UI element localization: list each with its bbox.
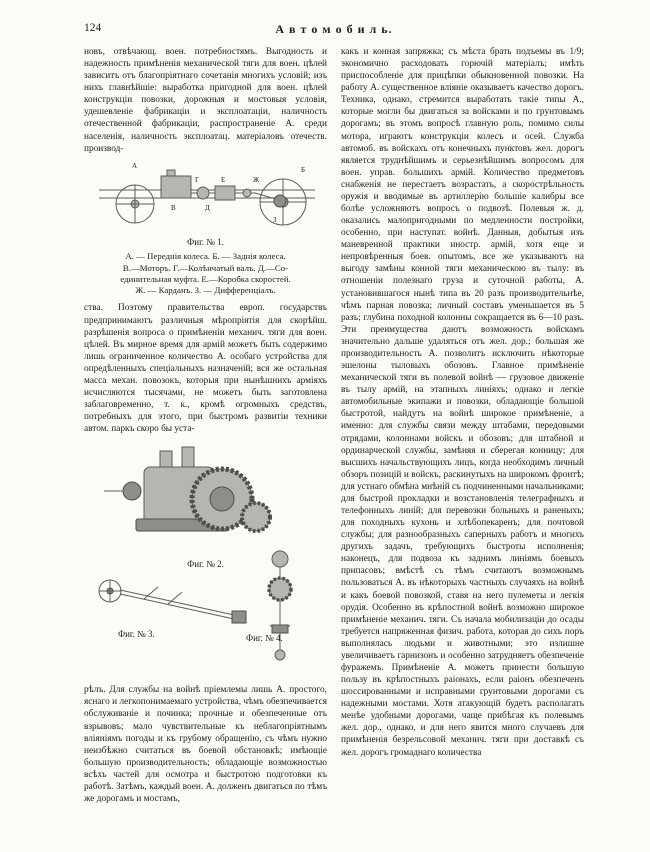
svg-text:В: В — [170, 203, 176, 212]
svg-text:Г: Г — [194, 175, 199, 184]
caption-line: единительная муфта. Е.—Коробка скоростей. — [120, 273, 291, 284]
caption-line: Ж. — Карданъ. З. — Дифференціалъ. — [135, 285, 276, 296]
figure-3-label: Фиг. № 3. — [118, 629, 155, 640]
figures-2-3-4 — [84, 439, 327, 681]
caption-line: В.—Моторъ. Г.—Колѣнчатый валъ. Д.—Со- — [122, 262, 289, 273]
figure-1-label: Фиг. № 1. — [187, 236, 224, 247]
svg-text:Ж: Ж — [252, 175, 259, 184]
svg-text:Д: Д — [204, 203, 210, 212]
left-column — [84, 46, 327, 805]
right-column — [341, 46, 584, 805]
page-header — [84, 22, 584, 40]
svg-text:А: А — [131, 161, 137, 170]
svg-text:Б: Б — [300, 165, 305, 174]
figure-4-label: Фиг. № 4. — [246, 633, 283, 644]
paragraph: ства. Поэтому правительства европ. государствъ предпринимаютъ различныя мѣропріятія для скорѣйш. разрѣшенія вопроса о примѣненіи механич. тяги для воен. цѣлей. Въ мирное время для армій можетъ быть содержимо лишь ограниченное количество А. особаго устройства для опредѣленныхъ спеціальныхъ назначеній; вся же остальная масса механ. повозокъ, которыя при нынѣшнихъ арміяхъ исчисляются тысячами, не можетъ быть заготовлена заблаговременно, т. к., кромѣ огромныхъ средствъ, потребныхъ для этого, при быстромъ развитіи техники автом. паркъ скоро бы уста- — [84, 303, 327, 435]
figure-2-label: Фиг. № 2. — [187, 559, 224, 570]
running-title: А в т о м о б и л ь. — [275, 22, 393, 36]
svg-text:З: З — [272, 215, 277, 224]
svg-text:Е: Е — [220, 175, 225, 184]
figure-1-caption — [88, 251, 323, 296]
page-number: 124 — [84, 22, 102, 34]
paragraph: рѣлъ. Для службы на войнѣ пріемлемы лишь А. простого, яснаго и легкопонимаемаго устройства, чѣмъ обезпечивается обслуживаніе и починка; прочные и обезпеченные отъ взрывовъ; мало чувствительные къ неблагопріятнымъ вліяніямъ погоды и къ грубому обращенію, съ чѣмъ нужно неизбѣжно считаться въ боевой обстановкѣ; имѣющіе большую производительность; обладающіе возможностью всѣхъ частей для осмотра и быстротою подготовки къ работѣ. Затѣмъ, каждый воен. А. долженъ двигаться по тѣмъ же дорогамъ и мостамъ, — [84, 685, 327, 805]
figure-1 — [84, 160, 327, 249]
two-column-layout — [84, 46, 584, 805]
paragraph: новъ, отвѣчающ. воен. потребностямъ. Выгодность и надежность примѣненія механической тяги для воен. цѣлей зависитъ отъ благопріятнаго сочетанія многихъ условій; изъ нихъ главнѣйшіе: выработка пригодной для воен. цѣлей конструкціи повозки, дорожныя и мостовыя условія, удешевленіе фабрикаціи и эксплоатаціи, наличность отечественной фабрикаціи, распространеніе А. среди населенія, наличность эксплоатац. матеріаловъ отечеств. производ- — [84, 47, 327, 154]
caption-line: А. — Переднія колеса. Б. — Заднія колеса. — [125, 251, 286, 262]
paragraph: какъ и конная запряжка; съ мѣста брать подъемы въ 1/9; экономично расходовать горючій матеріалъ; имѣть приспособленіе для прицѣпки обыкновенной повозки. На работу А. существенное вліяніе оказываетъ качество дорогъ. Техника, однако, стремится выработать такіе типы А., которые могли бы двигаться за войсками и по грунтовымъ дорогамъ; въ этомъ вопросѣ главную роль, помимо силы мотора, играютъ конструкціи колесъ и осей. Служба автомоб. въ войскахъ отъ конечныхъ пунктовъ жел. дорогъ является труднѣйшимъ и серьезнѣйшимъ вопросомъ для воен. управ. большихъ армій. Количество предметовъ снабженія не перестаетъ возрастать, а скорострѣльность оружія и вводимые въ артиллерію большіе калибры все болѣе усложняютъ вопросъ о подвозѣ. Полевыя ж. д. оказались малопригодными по медленности постройки, особенно, при наступат. войнѣ. Данныя, добытыя изъ маневренной практики иностр. армій, хотя еще и непровѣренныя боев. опытомъ, все же указываютъ на выгоду замѣны конной тяги механическою въ тылу: въ отношеніи полезнаго груза и суточной работы, А. установившагося нынѣ типа въ 20 разъ производительнѣе, чѣмъ парная повозка; личный составъ уменьшается въ 5 разъ; глубина походной колонны сокращается въ 6—10 разъ. Эти преимущества даютъ возможность войскамъ значительно дальше удаляться отъ жел. дор.; большая же производительность А. позволитъ исключить нѣкоторые эшелоны тыловыхъ обозовъ. Главное примѣненіе механической тяги въ полевой войнѣ — грузовое движеніе въ тылу армій, на этапныхъ линіяхъ; однако и легкіе автомобильные экипажи и повозки, обладающіе большой быстротой, найдутъ на войнѣ широкое примѣненіе, а именно: для службы связи между штабами, передовыми отрядами, колоннами войскъ и обозовъ; для штабной и ординарческой службы, замѣняя и сберегая конницу; для высшихъ начальствующихъ лицъ, когда необходимъ личный обзоръ позицій и войскъ, раскинутыхъ на широкомъ фронтѣ; для устнаго обмѣна мнѣній съ подчиненными начальниками; для быстрой прокладки и возстановленія телеграфныхъ и телефонныхъ линій; для перевозки больныхъ и раненыхъ; для походныхъ кухонь и хлѣбопекаренъ; для почтовой службы; для разнообразныхъ саперныхъ работъ и многихъ другихъ задачъ, требующихъ быстроты исполненія; наконецъ, для подвоза къ заднимъ линіямъ боевыхъ припасовъ; вмѣстѣ съ тѣмъ считаютъ возможнымъ пользоваться А. въ нѣкоторыхъ частныхъ случаяхъ на войнѣ и какъ боевой повозкой, ставя на него пулеметы и легкія орудія. Особенно въ крѣпостной войнѣ возможно широкое примѣненіе механич. тяги. Съ начала мобилизаціи до осады требуется напряженная физич. работа, которая до сихъ поръ выполнялась людьми и животными; это излишне увеличиваетъ гарнизонъ и особенно затрудняетъ обезпеченіе фуражемъ. Примѣненіе А. можетъ принести большую пользу въ крѣпостныхъ раіонахъ, если раіонъ обезпеченъ шоссированными и исправными грунтовыми дорогами съ надежными мостами. Хотя атакующій будетъ располагать менѣе удобными дорогами, чаще прибѣгая къ полевымъ жел. дор., однако, и для него явится много случаевъ для примѣненія безрельсовой механич. тяги при доставкѣ съ жел. дорогъ громаднаго количества — [341, 47, 584, 758]
chassis-diagram-illustration — [87, 160, 325, 232]
